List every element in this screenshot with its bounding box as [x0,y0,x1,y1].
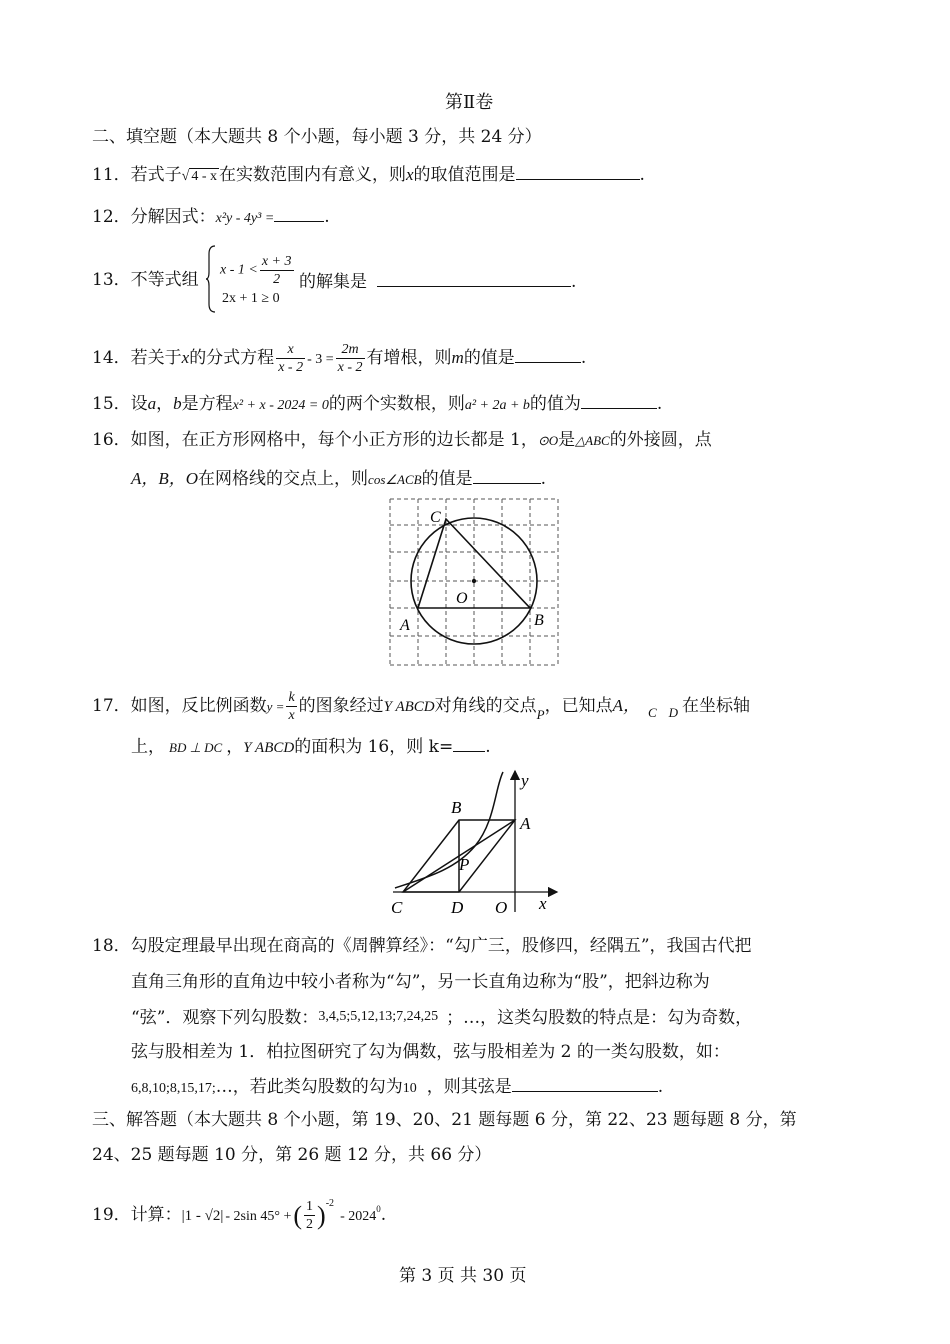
q13-row1-left: x - 1 < [220,262,258,278]
q15-text-mid2: 的两个实数根，则 [328,394,465,414]
q15-text-mid: 是方程 [181,394,233,414]
q18-text-line1: 勾股定理最早出现在商高的《周髀算经》：“勾广三，股修四，经隅五”，我国古代把 [130,936,752,956]
question-17-line2 [131,733,491,760]
q14-var2: m [451,348,464,367]
q18-answer-blank[interactable] [512,1073,658,1092]
q17-point-P: P [536,707,545,722]
q17-label-A: A [520,814,531,833]
question-15 [92,390,662,418]
question-19 [92,1192,386,1233]
q19-year-term: - 2024 [340,1209,377,1224]
q17-point-A: A， [612,696,640,715]
q12-end: . [324,207,330,227]
question-18-line3 [131,1005,752,1030]
question-16-line1 [92,428,712,453]
q12-answer-blank[interactable] [274,203,324,222]
q15-text-post: 的值为 [529,394,581,414]
q11-text-post: 的取值范围是 [413,165,516,185]
question-13 [92,268,199,292]
q16-label-O: O [456,590,468,607]
q17-text-post2: 的面积为 16，则 k= [294,737,454,757]
q18-text-line5: …，若此类勾股数的勾为 [215,1077,403,1097]
question-17-line1 [92,689,750,727]
q13-row1 [220,253,296,288]
q19-paren-open: ( [293,1201,303,1230]
q18-triples-2: 6,8,10;8,15,17; [131,1081,216,1096]
q13-brace [205,244,217,314]
q12-text: 分解因式： [130,207,216,227]
q16-text: 如图，在正方形网格中，每个小正方形的边长都是 1， [130,430,538,450]
q16-end: . [540,469,546,489]
q18-text-line3-post: ；…，这类勾股数的特点是：勾为奇数， [446,1008,753,1028]
q17-label-y: y [521,771,529,790]
q17-perpendicular: BD ⊥ DC [169,740,223,755]
q19-frac-den: 2 [306,1217,314,1232]
q16-cos-expression: cos∠ACB [368,472,422,487]
q19-frac-num: 1 [306,1199,314,1214]
q11-text: 若式子 [130,165,182,185]
q17-text-mid: 的图象经过 [298,696,384,716]
q14-text: 若关于 [130,348,182,368]
section-title: 第Ⅱ卷 [445,92,494,113]
q14-f2-num: 2m [336,341,365,359]
q11-radicand: 4 - x [191,169,217,184]
q19-end: . [380,1205,387,1225]
q11-var: x [406,165,414,184]
q16-figure [388,497,564,667]
q17-parallelogram-2: Y ABCD [243,740,295,756]
q14-f1-den: x - 2 [278,360,304,375]
page-footer: 第 3 页 共 30 页 [399,1266,527,1286]
q17-text: 如图，反比例函数 [130,696,267,716]
q17-label-D: D [451,898,464,917]
section3-heading-line1: 三、解答题（本大题共 8 个小题，第 19、20、21 题每题 6 分，第 22、23 题每题 8 分，第 [92,1110,797,1130]
q13-number: 13． [92,270,131,290]
q17-end: . [485,737,491,757]
q17-point-D: D [668,705,679,720]
q13-frac-den: 2 [273,272,281,287]
q17-parallelogram: Y ABCD [383,699,435,715]
q11-answer-blank[interactable] [516,161,640,180]
q19-exponent: -2 [325,1198,335,1209]
q17-label-x: x [539,894,547,913]
q17-frac-den: x [288,708,295,723]
q13-tail [299,268,576,294]
q11-text-mid: 在实数范围内有意义，则 [219,165,406,185]
question-12 [92,203,330,231]
question-18-line5 [131,1073,663,1101]
q15-equation: x² + x - 2024 = 0 [232,398,329,413]
q17-comma: ， [226,737,244,757]
q17-frac-num: k [288,690,295,705]
q18-text-line3: “弦”．观察下列勾股数： [131,1008,319,1028]
q17-point-C: C [647,705,657,720]
q17-label-B: B [451,798,462,817]
question-11 [92,161,645,189]
q15-text: 设 [130,394,148,414]
q18-leg-value: 10 [402,1081,417,1096]
q17-label-O: O [495,898,508,917]
q11-end: . [639,165,645,185]
q19-sin-term: - 2sin 45° + [225,1209,292,1224]
q15-a: a [147,394,157,413]
q18-end: . [657,1077,664,1097]
q19-text: 计算： [130,1205,182,1225]
q13-end: . [571,272,577,292]
q19-year-exponent: 0 [376,1204,381,1214]
q15-comma: ， [156,394,174,414]
q13-text: 不等式组 [130,270,199,290]
q11-sqrt: √ 4 - x [181,169,217,184]
q13-frac-num: x + 3 [261,254,292,269]
q17-number: 17． [92,696,131,716]
q17-figure [385,766,565,918]
q17-function-fraction [286,689,296,724]
section2-heading: 二、填空题（本大题共 8 个小题，每小题 3 分，共 24 分） [92,127,542,147]
q14-text-post1: 有增根，则 [366,348,452,368]
question-18-line2: 直角三角形的直角边中较小者称为“勾”，另一长直角边称为“股”，把斜边称为 [131,972,710,992]
q16-center-point [472,579,476,583]
section3-heading-line2: 24、25 题每题 10 分，第 26 题 12 分，共 66 分） [92,1145,492,1165]
q15-number: 15． [92,394,131,414]
q16-label-B: B [534,612,544,629]
q14-end: . [580,348,587,368]
q17-text-mid2: 对角线的交点 [434,696,537,716]
q16-number: 16． [92,430,131,450]
q17-text-line2: 上， [131,737,165,757]
q16-label-C: C [430,509,441,526]
question-14 [92,341,586,376]
question-18-line1 [92,934,752,958]
q15-b: b [173,394,182,413]
q16-label-A: A [400,617,410,634]
q14-number: 14． [92,348,131,368]
q12-expression: x²y - 4y³ = [215,211,275,226]
q14-var: x [181,348,190,367]
q15-expression: a² + 2a + b [464,398,530,413]
q18-number: 18． [92,936,131,956]
q14-fraction-2 [336,341,365,376]
q17-hyperbola-curve [395,772,503,888]
q18-text-line5-post: ，则其弦是 [426,1077,512,1097]
q16-text-post: 的外接圆，点 [609,430,712,450]
q19-absolute-value: |1 - √2| [181,1208,224,1224]
q16-circle-symbol: ⊙O [537,433,559,448]
q18-triples-1: 3,4,5;5,12,13;7,24,25 [318,1009,439,1024]
q13-row2: 2x + 1 ≥ 0 [222,291,280,306]
q17-answer-blank[interactable] [453,733,485,752]
q17-function-lhs: y = [266,699,285,714]
q17-text-post: 在坐标轴 [682,696,751,716]
q15-answer-blank[interactable] [581,390,657,409]
q13-row1-fraction [260,253,294,288]
q16-answer-blank[interactable] [473,465,541,484]
q14-f1-num: x [276,341,305,359]
q16-text-is: 是 [558,430,576,450]
question-16-line2 [131,465,546,492]
q14-answer-blank[interactable] [515,344,581,363]
q14-text-post2: 的值是 [463,348,515,368]
question-18-line4: 弦与股相差为 1．柏拉图研究了勾为偶数，弦与股相差为 2 的一类勾股数，如： [131,1042,730,1062]
q16-points: A，B，O [131,469,199,488]
q14-text-mid: 的分式方程 [189,348,275,368]
q16-text-mid: 在网格线的交点上，则 [198,469,369,489]
q19-fraction [304,1198,315,1233]
q14-fraction-1 [276,341,305,376]
q17-label-C: C [391,898,403,917]
q17-label-P: P [459,855,470,874]
q12-number: 12． [92,207,131,227]
q14-minus3: - 3 = [307,352,334,367]
q13-answer-blank[interactable] [377,268,571,287]
q14-f2-den: x - 2 [337,360,363,375]
q17-text-mid3: ，已知点 [544,696,613,716]
q15-end: . [656,394,663,414]
q16-text-post2: 的值是 [421,469,473,489]
q19-paren-close: ) [317,1201,326,1230]
q11-number: 11． [92,165,131,185]
q19-number: 19． [92,1205,131,1225]
q16-triangle-symbol: △ABC [575,433,610,448]
q13-text-post: 的解集是 [299,272,367,292]
